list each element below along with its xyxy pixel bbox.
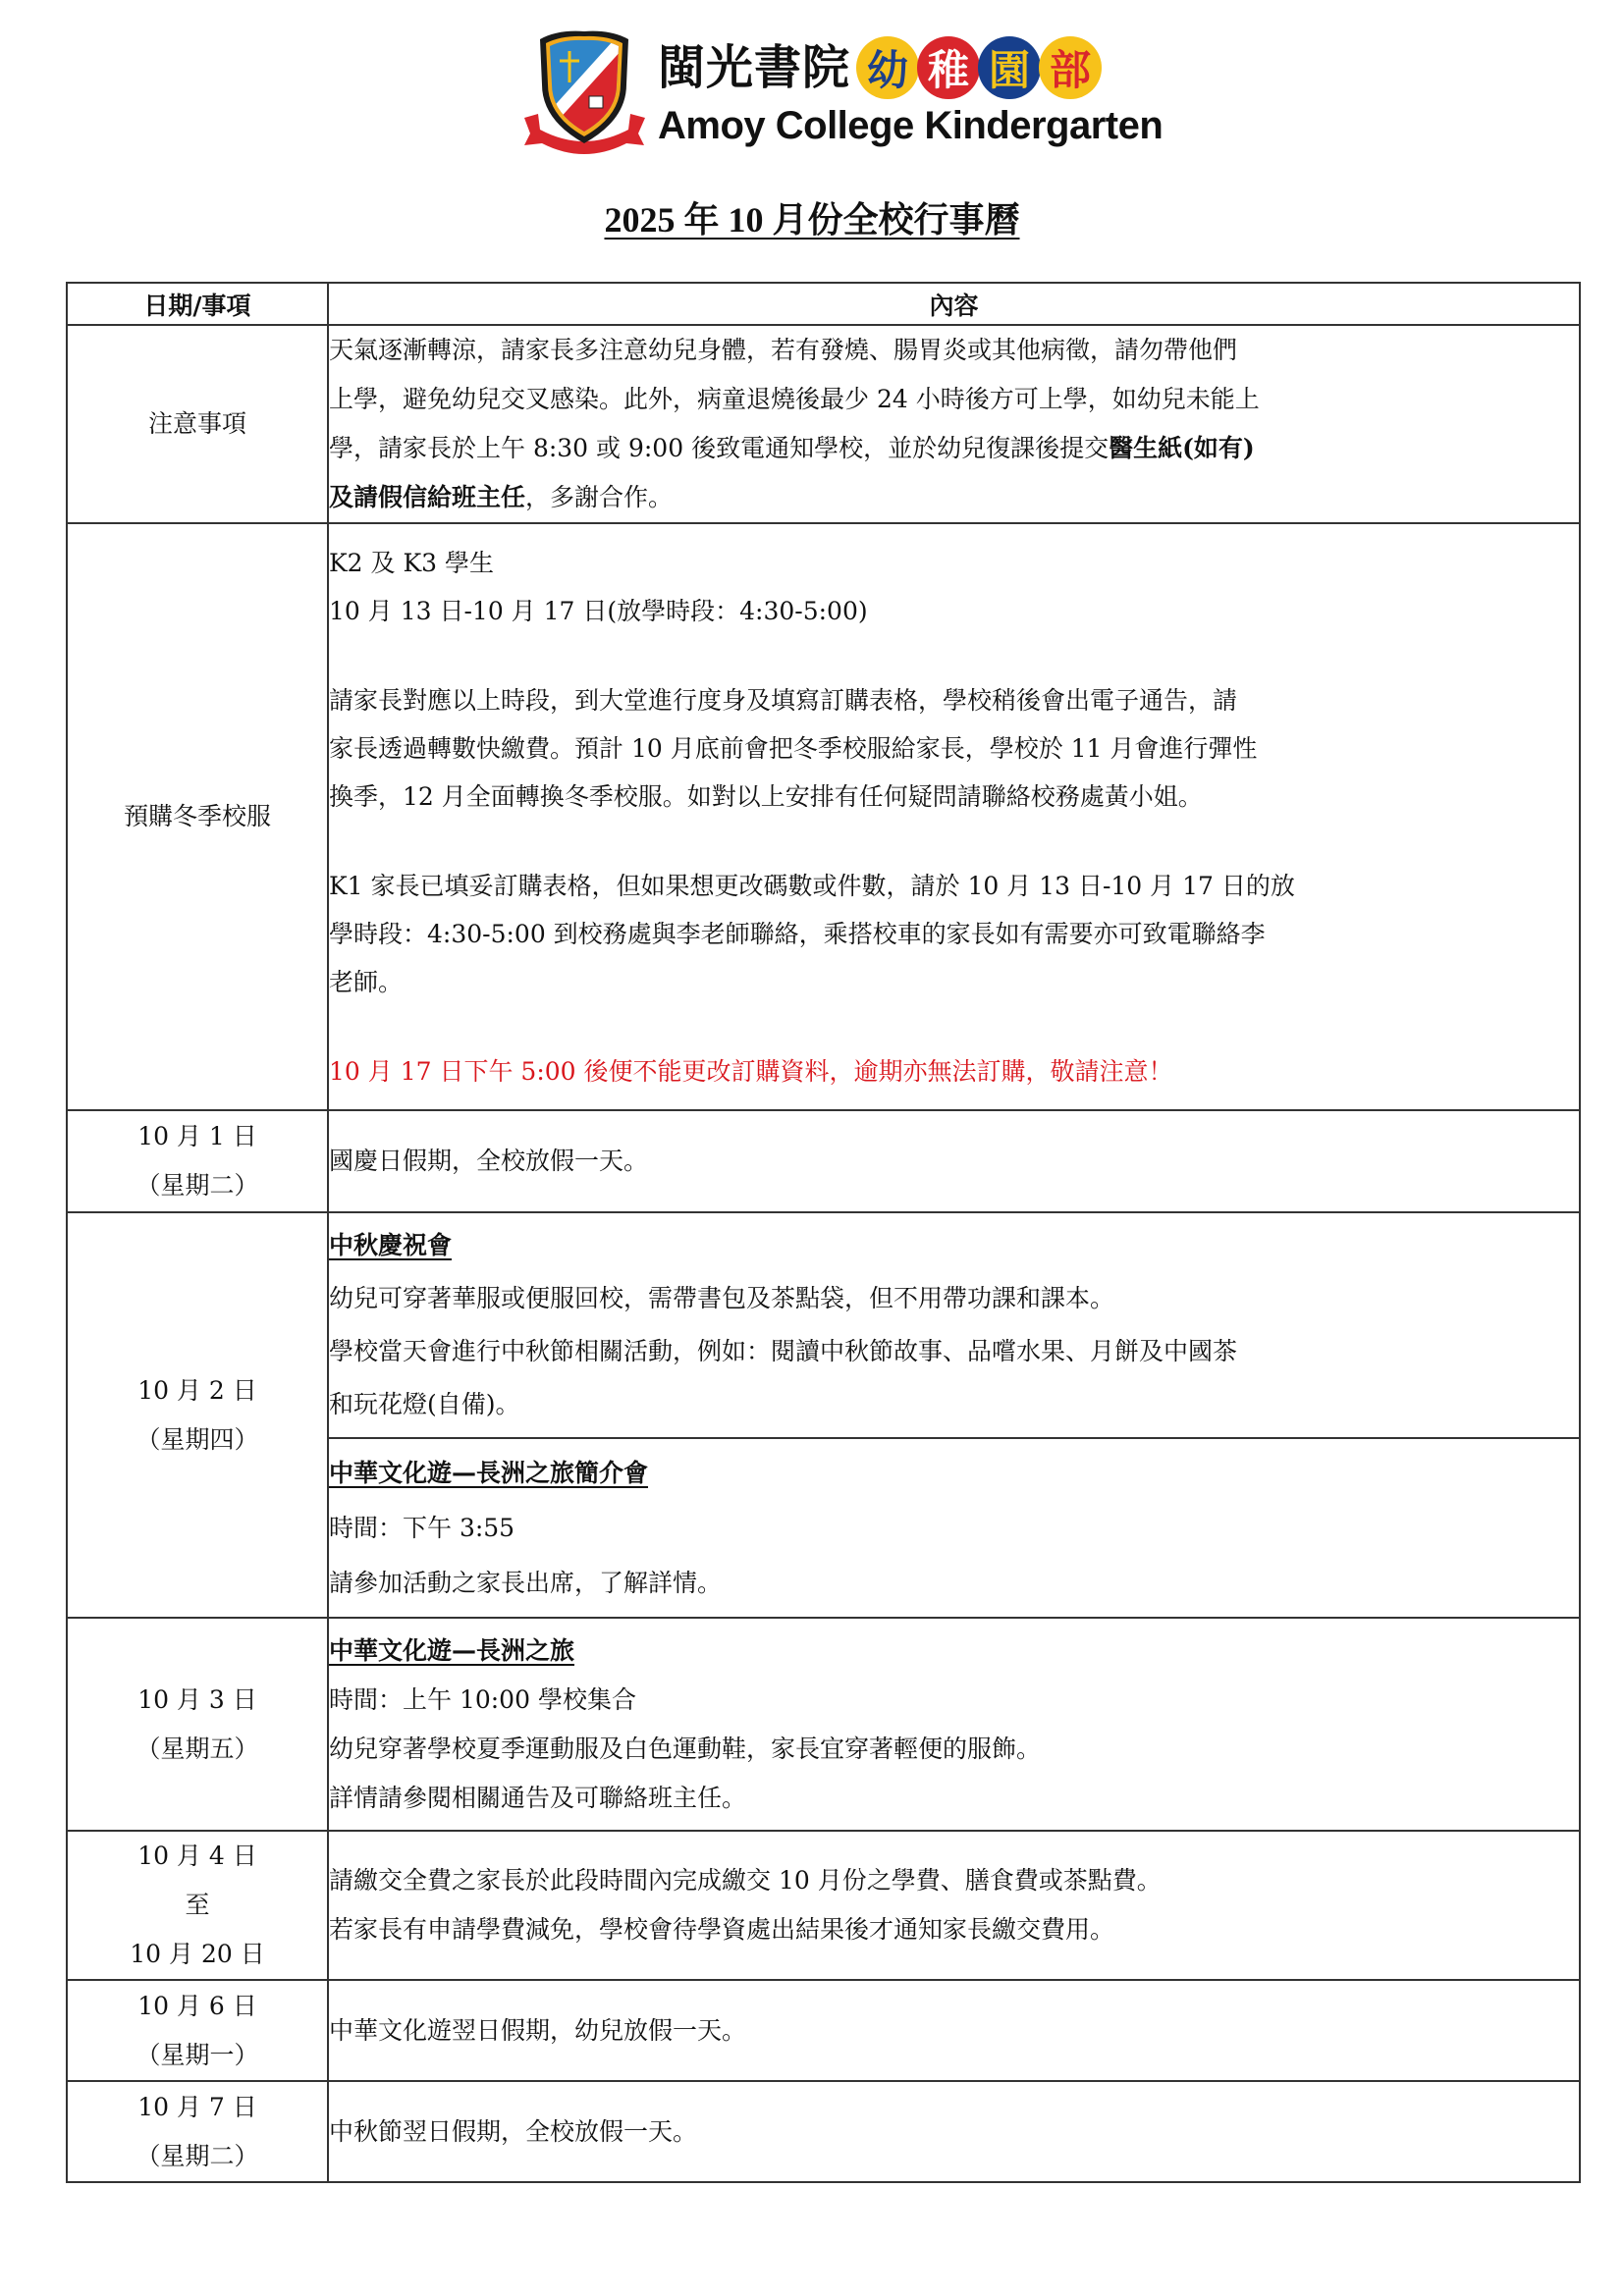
row-content: 中華文化遊—長洲之旅 時間：上午 10:00 學校集合 幼兒穿著學校夏季運動服及白色運動鞋，家長宜穿著輕便的服飾。 詳情請參閱相關通告及可聯絡班主任。 [328,1618,1580,1831]
event-title: 中華文化遊—長洲之旅簡介會 [329,1458,649,1487]
event-briefing: 中華文化遊—長洲之旅簡介會 時間：下午 3:55 請參加活動之家長出席，了解詳情。 [328,1438,1580,1618]
row-date: 10 月 3 日 （星期五） [67,1618,328,1831]
table-row [67,1618,1580,1831]
section-char-3: 園 [978,36,1041,99]
row-content: 中秋節翌日假期，全校放假一天。 [328,2081,1580,2182]
event-mid-autumn: 中秋慶祝會 幼兒可穿著華服或便服回校，需帶書包及茶點袋，但不用帶功課和課本。 學校當天會進行中秋節相關活動，例如：閱讀中秋節故事、品嚐水果、月餅及中國茶 和玩花燈(自備)。 [328,1212,1580,1438]
header-content: 內容 [328,283,1580,325]
header-date: 日期/事項 [67,283,328,325]
leave-letter-emphasis: 及請假信給班主任 [329,483,526,511]
table-row [67,325,1580,523]
table-row [67,523,1580,1110]
row-content: 國慶日假期，全校放假一天。 [328,1110,1580,1212]
row-date: 10 月 7 日 （星期二） [67,2081,328,2182]
row-date: 10 月 2 日 （星期四） [67,1212,328,1618]
school-crest-icon [518,27,651,160]
table-row [67,2081,1580,2182]
school-logo [518,27,1164,160]
school-name-en: Amoy College Kindergarten [658,104,1164,147]
row-date: 10 月 6 日 （星期一） [67,1980,328,2081]
row-content: 中華文化遊翌日假期，幼兒放假一天。 [328,1980,1580,2081]
deadline-warning: 10 月 17 日下午 5:00 後便不能更改訂購資料，逾期亦無法訂購，敬請注意！ [329,1056,1173,1086]
event-title: 中華文化遊—長洲之旅 [329,1635,575,1665]
event-title: 中秋慶祝會 [329,1231,453,1259]
section-char-1: 幼 [856,36,919,99]
row-content: 天氣逐漸轉涼，請家長多注意幼兒身體，若有發燒、腸胃炎或其他病徵，請勿帶他們 上學，避免幼兒交叉感染。此外，病童退燒後最少 24 小時後方可上學，如幼兒未能上 學，請家長於上午 8:30 或 9:00 後致電通知學校，並於幼兒復課後提交醫生紙(如有) 及請假信給班主任，多謝合作。 [328,325,1580,523]
table-row [67,1212,1580,1438]
row-date: 預購冬季校服 [67,523,328,1110]
row-content: K2 及 K3 學生 10 月 13 日-10 月 17 日(放學時段：4:30-5:00) 請家長對應以上時段，到大堂進行度身及填寫訂購表格，學校稍後會出電子通告，請 家長透過轉數快繳費。預計 10 月底前會把冬季校服給家長，學校於 11 月會進行彈性 換季，12 月全面轉換冬季校服。如對以上安排有任何疑問請聯絡校務處黃小姐。 K1 家長已填妥訂購表格，但如果想更改碼數或件數，請於 10 月 13 日-10 月 17 日的放 學時段：4:30-5:00 到校務處與李老師聯絡，乘搭校車的家長如有需要亦可致電聯絡李 老師。 10 月 17 日下午 5:00 後便不能更改訂購資料，逾期亦無法訂購，敬請注意！ [328,523,1580,1110]
table-row [67,1110,1580,1212]
row-date: 10 月 4 日 至 10 月 20 日 [67,1831,328,1980]
table-row [67,1980,1580,2081]
page-title: 2025 年 10 月份全校行事曆 [604,200,1020,240]
school-name-cn: 閩光書院 [658,40,851,95]
section-char-4: 部 [1039,36,1102,99]
section-char-2: 稚 [917,36,980,99]
table-row [67,1831,1580,1980]
doctor-note-emphasis: 醫生紙(如有) [1109,434,1255,462]
row-date: 10 月 1 日 （星期二） [67,1110,328,1212]
table-header-row [67,283,1580,325]
row-content: 請繳交全費之家長於此段時間內完成繳交 10 月份之學費、膳食費或茶點費。 若家長有申請學費減免，學校會待學資處出結果後才通知家長繳交費用。 [328,1831,1580,1980]
row-date: 注意事項 [67,325,328,523]
calendar-table [66,282,1581,2183]
